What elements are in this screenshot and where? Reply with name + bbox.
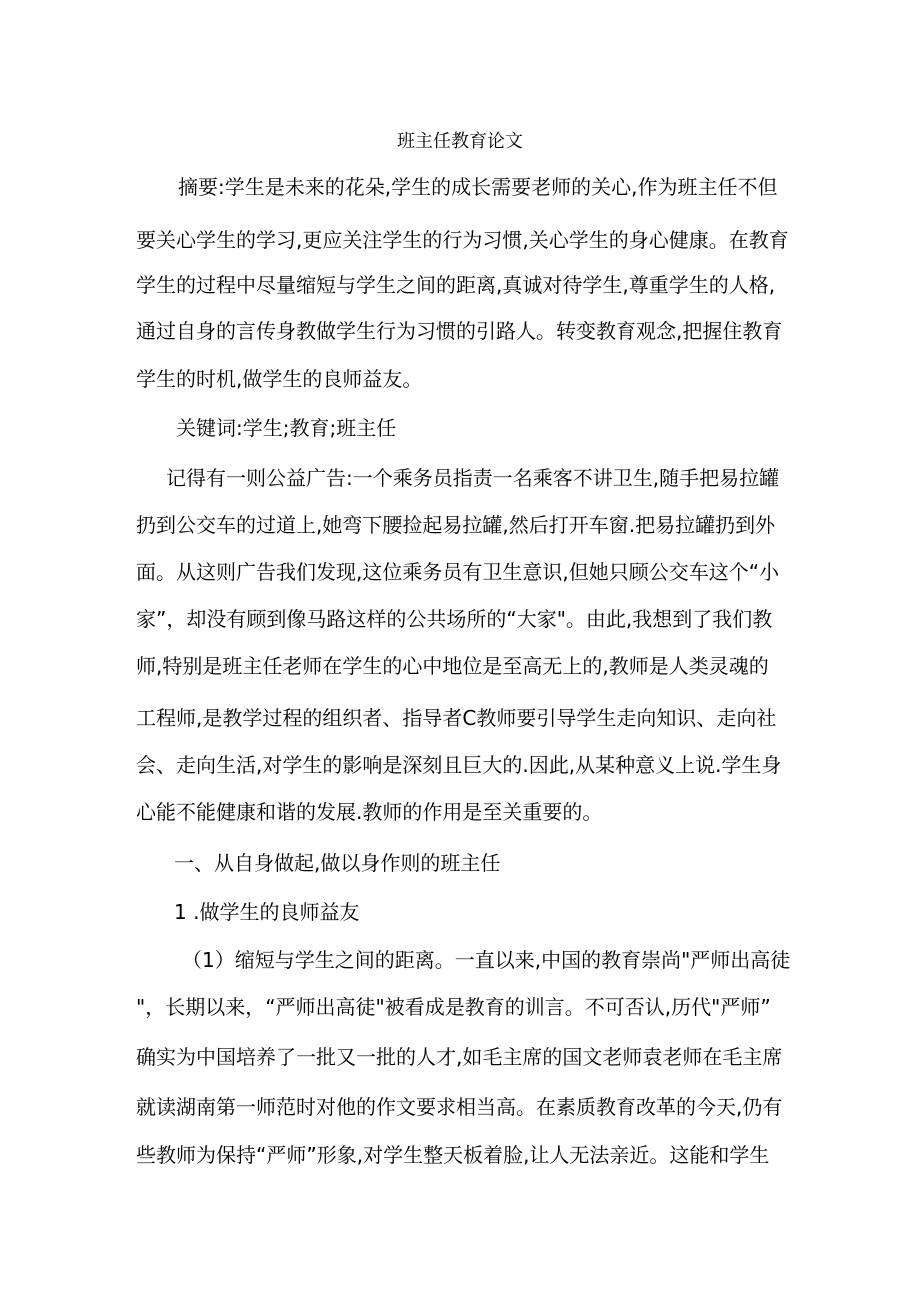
body-line: "，长期以来，“严师出高徒"被看成是教育的训言。不可否认,历代"严师” — [136, 995, 771, 1019]
body-line: 确实为中国培养了一批又一批的人才,如毛主席的国文老师袁老师在毛主席 — [136, 1045, 783, 1069]
body-line: 些教师为保持“严师”形象,对学生整天板着脸,让人无法亲近。这能和学生 — [136, 1143, 770, 1167]
keywords: 关键词:学生;教育;班主任 — [176, 416, 397, 440]
abstract-line: 摘要:学生是未来的花朵,学生的成长需要老师的关心,作为班主任不但 — [178, 175, 778, 199]
intro-line: 工程师,是教学过程的组织者、指导者C教师要引导学生走向知识、走向社 — [136, 706, 777, 730]
intro-line: 记得有一则公益广告:一个乘务员指责一名乘客不讲卫生,随手把易拉罐 — [166, 466, 780, 490]
abstract-line: 通过自身的言传身教做学生行为习惯的引路人。转变教育观念,把握住教育 — [136, 319, 783, 343]
body-line: （1）缩短与学生之间的距离。一直以来,中国的教育崇尚"严师出高徒 — [182, 948, 791, 972]
intro-line: 会、走向生活,对学生的影响是深刻且巨大的.因此,从某种意义上说.学生身 — [136, 753, 782, 777]
intro-line: 心能不能健康和谐的发展.教师的作用是至关重要的。 — [136, 800, 603, 824]
abstract-line: 学生的过程中尽量缩短与学生之间的距离,真诚对待学生,尊重学生的人格, — [136, 273, 776, 297]
intro-line: 面。从这则广告我们发现,这位乘务员有卫生意识,但她只顾公交车这个“小 — [136, 560, 780, 584]
abstract-line: 学生的时机,做学生的良师益友。 — [136, 367, 423, 391]
section-heading: 一、从自身做起,做以身作则的班主任 — [174, 851, 501, 875]
intro-line: 师,特别是班主任老师在学生的心中地位是至高无上的,教师是人类灵魂的 — [136, 654, 769, 678]
body-line: 就读湖南第一师范时对他的作文要求相当高。在素质教育改革的今天,仍有 — [136, 1095, 783, 1119]
subsection-heading: 1 .做学生的良师益友 — [174, 900, 360, 924]
intro-line: 扔到公交车的过道上,她弯下腰捡起易拉罐,然后打开车窗.把易拉罐扔到外 — [136, 513, 776, 537]
document-title: 班主任教育论文 — [397, 131, 523, 152]
abstract-line: 要关心学生的学习,更应关注学生的行为习惯,关心学生的身心健康。在教育 — [136, 228, 789, 252]
intro-line: 家”，却没有顾到像马路这样的公共场所的“大家"。由此,我想到了我们教 — [136, 607, 773, 631]
